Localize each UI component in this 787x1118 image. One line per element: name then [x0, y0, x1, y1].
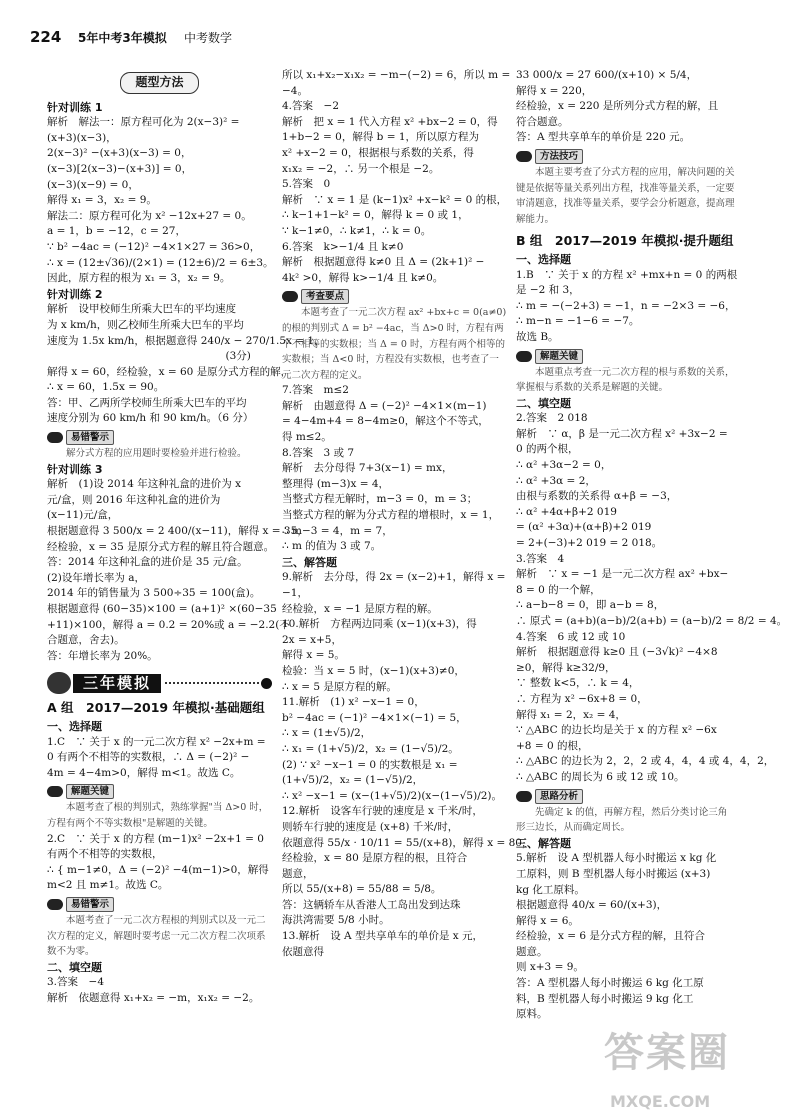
text-line: 得 m≤2。 [282, 431, 332, 444]
tip-icon [516, 791, 532, 802]
text-line: 海洪湾需要 5/8 小时。 [282, 914, 390, 927]
text-line: x₁x₂ = −2，∴ 另一个根是 −2。 [282, 162, 440, 175]
text-line: a = 1，b = −12，c = 27， [47, 225, 186, 238]
text-line: ∴ m = −(−2+3) = −1，n = −2×3 = −6， [516, 299, 736, 312]
text-line: ∴ 方程为 x² −6x+8 = 0， [516, 692, 648, 705]
text-line: 8 = 0 的一个解， [516, 583, 601, 596]
text-line: 答：A 型机器人每小时搬运 6 kg 化工原 [516, 977, 704, 990]
tip-label: 方法技巧 [535, 149, 583, 164]
tip-badge [47, 430, 272, 445]
text-line: 解得 x₁ = 2，x₂ = 4， [516, 708, 626, 721]
text-line: 则轿车行驶的速度是 (x+8) 千米/时， [282, 820, 459, 833]
text-line: 料，B 型机器人每小时搬运 9 kg 化工 [516, 992, 694, 1005]
text-line: 11.解析 (1) x² −x−1 = 0， [282, 696, 425, 709]
tip-text: 本题考查了一元二次方程 ax² +bx+c = 0(a≠0) 的根的判别式 Δ = b² −4ac，当 Δ>0 时，方程有两个不相等的实数根；当 Δ = 0 时，方程有两个相等的实数根；当 Δ<0 时，方程没有实数根，也考查了一元二次方程的定义。 [282, 307, 507, 381]
text-line: ∴ m−3 = 4，m = 7， [282, 524, 393, 537]
text-line: 依题意得 55/x · 10/11 = 55/(x+8)，解得 x = 80， [282, 836, 533, 849]
text-line: 答：甲、乙两所学校师生所乘大巴车的平均 [47, 396, 247, 409]
text-line: 当整式方程无解时，m−3 = 0，m = 3； [282, 493, 478, 506]
tip-text: 先确定 k 的值，再解方程，然后分类讨论三角形三边长，从而确定周长。 [516, 806, 728, 834]
text-line: 13.解析 设 A 型共享单车的单价是 x 元， [282, 930, 484, 943]
tip-badge [516, 789, 736, 804]
text-line: ∴ α² +3α−2 = 0， [516, 459, 612, 472]
text-line: 2(x−3)² −(x+3)(x−3) = 0， [47, 147, 192, 160]
text-line: ∴ k−1+1−k² = 0，解得 k = 0 或 1， [282, 209, 469, 222]
text-line: (2)设年增长率为 a， [47, 571, 145, 584]
text-line: = 4−4m+4 = 8−4m≥0，解这个不等式， [282, 415, 489, 428]
text-line: 解得 x = 60，经检验，x = 60 是原分式方程的解， [47, 365, 292, 378]
book-title: 5年中考3年模拟 [78, 31, 167, 45]
text-line: 当整式方程的解为分式方程的增根时，x = 1， [282, 509, 500, 522]
text-line: (x−3)(x−9) = 0， [47, 178, 139, 191]
text-line: 检验：当 x = 5 时，(x−1)(x+3)≠0， [282, 664, 465, 677]
tip-badge [516, 149, 736, 164]
text-line: 元/盒，则 2016 年这种礼盒的进价为 [47, 493, 221, 506]
text-line: x² +x−2 = 0，根据根与系数的关系，得 [282, 146, 474, 159]
text-line: (3分) [47, 350, 251, 363]
text-line: 解析 把 x = 1 代入方程 x² +bx−2 = 0，得 [282, 115, 498, 128]
text-line: ∴ x = 60，1.5x = 90。 [47, 381, 165, 394]
text-line: ∵ k−1≠0，∴ k≠1，∴ k = 0。 [282, 224, 432, 237]
group-heading: A 组 2017—2019 年模拟·基础题组 [47, 700, 265, 716]
text-line: 解析 ∵ x = −1 是一元二次方程 ax² +bx− [516, 568, 729, 581]
tip-badge [516, 349, 736, 364]
text-line: ∵ △ABC 的边长均是关于 x 的方程 x² −6x [516, 724, 717, 737]
text-line: kg 化工原料。 [516, 883, 585, 896]
text-line: 速度分别为 60 km/h 和 90 km/h。（6 分） [47, 412, 254, 425]
watermark-text: 答案圈 [604, 1030, 730, 1076]
text-line: 解析 ∵ x = 1 是 (k−1)x² +x−k² = 0 的根， [282, 193, 508, 206]
text-line: (2) ∵ x² −x−1 = 0 的实数根是 x₁ = [282, 758, 458, 771]
tip-label: 考查要点 [301, 289, 349, 304]
text-line: (1+√5)/2，x₂ = (1−√5)/2， [282, 774, 424, 787]
text-line: = (α² +3α)+(α+β)+2 019 [516, 521, 652, 534]
text-line: 10.解析 方程两边同乘 (x−1)(x+3)，得 [282, 618, 477, 631]
text-line: 解析 根据题意得 k≥0 且 (−3√k)² −4×8 [516, 646, 718, 659]
text-line: −1， [282, 587, 308, 599]
text-line: 4.答案 6 或 12 或 10 [516, 630, 626, 643]
tip-badge [47, 897, 272, 912]
text-line: b² −4ac = (−1)² −4×1×(−1) = 5， [282, 711, 467, 724]
text-line: 4m = 4−4m>0，解得 m<1。故选 C。 [47, 766, 241, 779]
text-line: 解析 依题意得 x₁+x₂ = −m，x₁x₂ = −2。 [47, 991, 260, 1004]
text-line: ∴ a−b−8 = 0，即 a−b = 8， [516, 599, 665, 612]
section-heading: 一、选择题 [516, 252, 571, 266]
text-line: ∴ x = (1±√5)/2， [282, 727, 372, 740]
text-line: 5.解析 设 A 型机器人每小时搬运 x kg 化 [516, 852, 717, 865]
page-number: 224 [30, 28, 62, 46]
text-line: 解析 设甲校师生所乘大巴车的平均速度 [47, 303, 236, 316]
text-line: 解得 x = 220， [516, 84, 593, 97]
text-line: 经检验，x = 220 是所列分式方程的解，且 [516, 100, 719, 113]
text-line: 9.解析 去分母，得 2x = (x−2)+1，解得 x = [282, 571, 506, 584]
tip-icon [47, 786, 63, 797]
section-heading: 三、解答题 [282, 555, 337, 569]
tip-badge [282, 289, 507, 304]
tip-text: 解分式方程的应用题时要检验并进行检验。 [47, 448, 247, 460]
tip-label: 易错警示 [66, 897, 114, 912]
text-line: (x−3)[2(x−3)−(x+3)] = 0， [47, 162, 193, 175]
tip-label: 解题关键 [66, 784, 114, 799]
text-line: 整理得 (m−3)x = 4， [282, 477, 390, 490]
text-line: 由根与系数的关系得 α+β = −3， [516, 490, 678, 503]
text-line: ∴ △ABC 的边长为 2，2，2 或 4，4，4 或 4，4，2， [516, 755, 775, 768]
text-line: 经检验，x = −1 是原方程的解。 [282, 602, 438, 615]
tip-icon [516, 351, 532, 362]
section-heading: 二、填空题 [47, 960, 102, 974]
tip-icon [282, 291, 298, 302]
text-line: 所以 x₁+x₂−x₁x₂ = −m−(−2) = 6，所以 m = [282, 69, 511, 81]
text-line: 1.C ∵ 关于 x 的一元二次方程 x² −2x+m = [47, 735, 266, 748]
text-line: −4。 [282, 84, 308, 97]
text-line: 经检验，x = 35 是原分式方程的解且符合题意。 [47, 540, 275, 553]
section-title-box: 题型方法 [120, 72, 198, 94]
text-line: ∴ x = (12±√36)/(2×1) = (12±6)/2 = 6±3。 [47, 256, 274, 269]
tip-text: 本题重点考查一元二次方程的根与系数的关系，掌握根与系数的关系是解题的关键。 [516, 366, 735, 394]
text-line: 6.答案 k>−1/4 且 k≠0 [282, 240, 404, 253]
text-line: 为 x km/h，则乙校师生所乘大巴车的平均 [47, 318, 244, 331]
text-line: ≥0，解得 k≥32/9， [516, 661, 616, 674]
group-heading: B 组 2017—2019 年模拟·提升题组 [516, 233, 734, 249]
section-heading: 针对训练 1 [47, 100, 103, 114]
text-line: ∴ m−n = −1−6 = −7。 [516, 315, 640, 328]
section-bar-title: 三年模拟 [73, 674, 161, 694]
column-right [516, 68, 787, 1111]
three-year-simulation-bar [47, 672, 272, 694]
mascot-icon [47, 672, 71, 694]
text-line: ∴ x² −x−1 = (x−(1+√5)/2)(x−(1−√5)/2)。 [282, 789, 503, 802]
text-line: 故选 B。 [516, 330, 559, 343]
text-line: 1.B ∵ 关于 x 的方程 x² +mx+n = 0 的两根 [516, 268, 738, 281]
text-line: m<2 且 m≠1。故选 C。 [47, 879, 169, 892]
text-line: 经检验，x = 80 是原方程的根，且符合 [282, 852, 468, 865]
text-line: 2014 年的销售量为 3 500÷35 = 100(盒)。 [47, 587, 261, 600]
watermark [604, 1030, 754, 1116]
tip-icon [516, 151, 532, 162]
text-line: 原料。 [516, 1008, 548, 1021]
text-line: 解析 解法一：原方程可化为 2(x−3)² = [47, 116, 240, 129]
text-line: 因此，原方程的根为 x₁ = 3，x₂ = 9。 [47, 272, 231, 285]
text-line: 解得 x₁ = 3，x₂ = 9。 [47, 194, 157, 207]
text-line: 0 有两个不相等的实数根，∴ Δ = (−2)² − [47, 751, 250, 764]
tip-text: 本题主要考查了分式方程的应用，解决问题的关键是依据等量关系列出方程，找准等量关系，一定要审清题意，找准等量关系，要学会分析题意，提高理解能力。 [516, 166, 735, 225]
text-line: ∵ 整数 k<5，∴ k = 4， [516, 677, 640, 690]
section-heading: 针对训练 3 [47, 462, 103, 476]
text-line: 解析 ∵ α，β 是一元二次方程 x² +3x−2 = [516, 427, 728, 440]
text-line: 5.答案 0 [282, 178, 331, 191]
text-line: 3.答案 −4 [47, 976, 104, 989]
text-line: 3.答案 4 [516, 552, 565, 565]
text-line: 答：这辆轿车从香港人工岛出发到达珠 [282, 898, 461, 911]
text-line: 解得 x = 6。 [516, 914, 579, 927]
tip-text: 本题考查了根的判别式，熟练掌握"当 Δ>0 时，方程有两个不等实数根"是解题的关键。 [47, 802, 269, 829]
text-line: 则 x+3 = 9。 [516, 961, 584, 974]
text-line: 依题意得 [282, 945, 324, 958]
text-line: 答：2014 年这种礼盒的进价是 35 元/盒。 [47, 556, 248, 569]
text-line: 有两个不相等的实数根， [47, 848, 163, 861]
text-line: 解析 (1)设 2014 年这种礼盒的进价为 x [47, 478, 242, 491]
section-heading: 二、填空题 [516, 396, 571, 410]
text-line: 根据题意得 (60−35)×100 = (a+1)² ×(60−35 [47, 603, 277, 615]
text-line: = 2+(−3)+2 019 = 2 018。 [516, 537, 663, 550]
text-line: 12.解析 设客车行驶的速度是 x 千米/时， [282, 805, 483, 818]
text-line: 解析 去分母得 7+3(x−1) = mx， [282, 462, 453, 475]
text-line: 合题意，舍去)。 [47, 634, 125, 647]
text-line: ∴ α² +3α = 2， [516, 474, 596, 487]
text-line: ∴ α² +4α+β+2 019 [516, 505, 617, 518]
text-line: ∴ 原式 = (a+b)(a−b)/2(a+b) = (a−b)/2 = 8/2 = 4。 [516, 615, 787, 627]
tip-label: 思路分析 [535, 789, 583, 804]
text-line: 工原料，则 B 型机器人每小时搬运 (x+3) [516, 867, 711, 880]
watermark-url: MXQE.COM [610, 1092, 711, 1111]
text-line: 2.C ∵ 关于 x 的方程 (m−1)x² −2x+1 = 0 [47, 832, 264, 845]
text-line: 2x = x+5， [282, 633, 342, 646]
text-line: 根据题意得 40/x = 60/(x+3)， [516, 899, 668, 912]
text-line: ∴ x = 5 是原方程的解。 [282, 680, 397, 693]
text-line: 0 的两个根， [516, 443, 579, 456]
text-line: 题意， [282, 867, 314, 880]
text-line: 8.答案 3 或 7 [282, 446, 355, 459]
section-heading: 三、解答题 [516, 836, 571, 850]
text-line: 解析 根据题意得 k≠0 且 Δ = (2k+1)² − [282, 256, 485, 269]
text-line: 答：年增长率为 20%。 [47, 649, 158, 662]
text-line: 1+b−2 = 0，解得 b = 1，所以原方程为 [282, 131, 480, 144]
text-line: ∴ △ABC 的周长为 6 或 12 或 10。 [516, 770, 685, 783]
text-line: 符合题意。 [516, 115, 569, 128]
text-line: 答：A 型共享单车的单价是 220 元。 [516, 131, 691, 144]
section-heading: 针对训练 2 [47, 287, 103, 301]
text-line: 解法二：原方程可化为 x² −12x+27 = 0。 [47, 209, 252, 222]
tip-text: 本题考查了一元二次方程根的判别式以及一元二次方程的定义，解题时要考虑一元二次方程二次项系数不为零。 [47, 914, 266, 958]
text-line: ∴ x₁ = (1+√5)/2，x₂ = (1−√5)/2。 [282, 742, 459, 755]
text-line: 2.答案 2 018 [516, 412, 588, 425]
text-line: 是 −2 和 3， [516, 284, 580, 297]
text-line: 所以 55/(x+8) = 55/88 = 5/8。 [282, 883, 442, 896]
tip-label: 易错警示 [66, 430, 114, 445]
text-line: 根据题意得 3 500/x = 2 400/(x−11)，解得 x = 35， [47, 525, 308, 538]
text-line: 33 000/x = 27 600/(x+10) × 5/4， [516, 69, 698, 81]
text-line: 解析 由题意得 Δ = (−2)² −4×1×(m−1) [282, 399, 487, 412]
text-line: +8 = 0 的根， [516, 739, 589, 752]
text-line: ∴ { m−1≠0，Δ = (−2)² −4(m−1)>0，解得 [47, 863, 269, 876]
text-line: 解得 x = 5。 [282, 649, 345, 662]
tip-label: 解题关键 [535, 349, 583, 364]
tip-badge [47, 784, 272, 799]
text-line: 7.答案 m≤2 [282, 384, 349, 397]
text-line: 4k² >0，解得 k>−1/4 且 k≠0。 [282, 271, 444, 284]
section-heading: 一、选择题 [47, 719, 102, 733]
text-line: 题意。 [516, 945, 548, 958]
text-line: (x+3)(x−3)， [47, 131, 117, 144]
page-header [0, 0, 750, 46]
text-line: +11)×100，解得 a = 0.2 = 20%或 a = −2.2(不 [47, 618, 290, 631]
subject-label: 中考数学 [184, 31, 233, 45]
text-line: 经检验，x = 6 是分式方程的解，且符合 [516, 930, 705, 943]
text-line: 4.答案 −2 [282, 100, 339, 113]
text-line: (x−11)元/盒， [47, 509, 119, 522]
text-line: ∴ m 的值为 3 或 7。 [282, 540, 382, 553]
tip-icon [47, 899, 63, 910]
text-line: ∵ b² −4ac = (−12)² −4×1×27 = 36>0， [47, 240, 261, 253]
text-line: 速度为 1.5x km/h，根据题意得 240/x − 270/1.5x = 1， [47, 334, 325, 347]
tip-icon [47, 432, 63, 443]
bullet-dot-icon [261, 678, 272, 689]
